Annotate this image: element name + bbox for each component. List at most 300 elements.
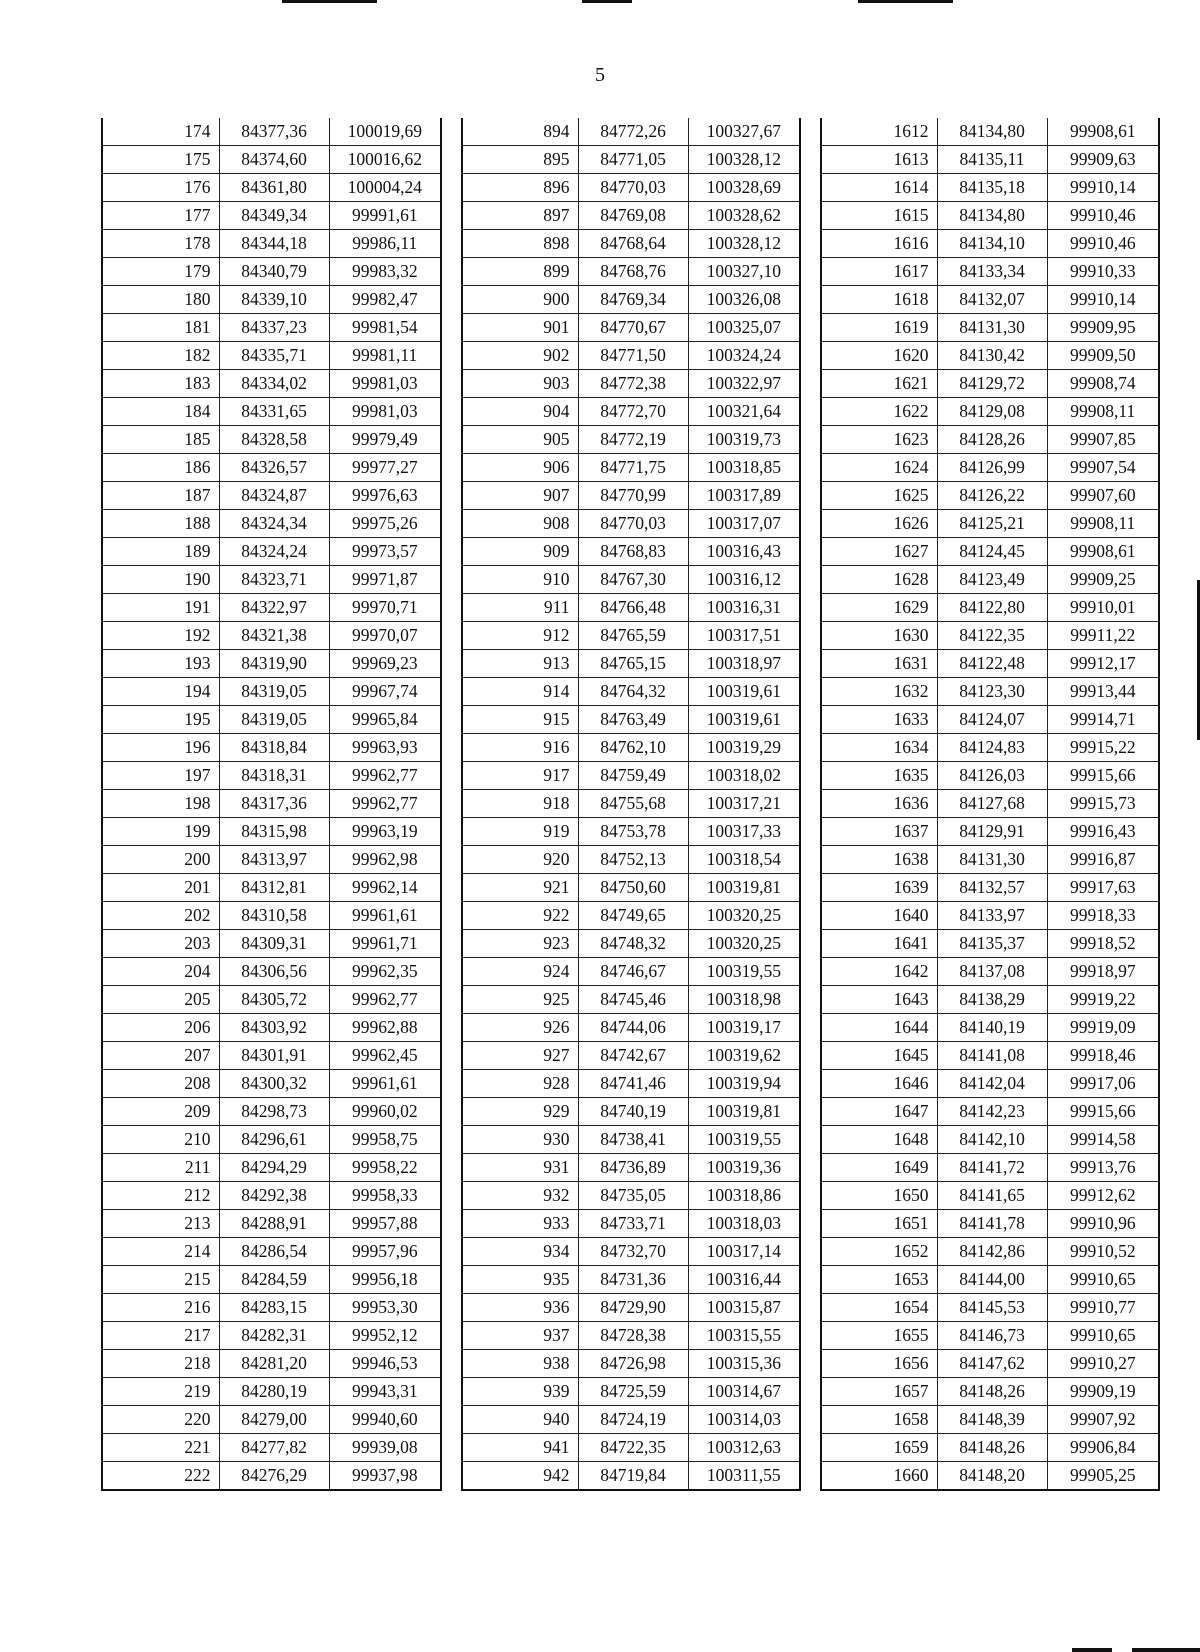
point-number-cell: 1617 [821,258,937,286]
y-coordinate-cell: 100328,62 [688,202,800,230]
point-number-cell: 198 [102,790,219,818]
table-row [462,846,800,874]
y-coordinate-cell: 100318,85 [688,454,800,482]
table-row [462,482,800,510]
point-number-cell: 205 [102,986,219,1014]
point-number-cell: 925 [462,986,578,1014]
y-coordinate-cell: 99958,75 [329,1126,441,1154]
x-coordinate-cell: 84770,03 [578,510,688,538]
x-coordinate-cell: 84732,70 [578,1238,688,1266]
point-number-cell: 927 [462,1042,578,1070]
point-number-cell: 1631 [821,650,937,678]
point-number-cell: 912 [462,622,578,650]
table-row [102,174,441,202]
point-number-cell: 220 [102,1406,219,1434]
point-number-cell: 191 [102,594,219,622]
point-number-cell: 896 [462,174,578,202]
y-coordinate-cell: 99913,44 [1047,678,1159,706]
table-row [102,1126,441,1154]
point-number-cell: 192 [102,622,219,650]
table-row [821,594,1159,622]
table-row [821,482,1159,510]
y-coordinate-cell: 99910,27 [1047,1350,1159,1378]
point-number-cell: 204 [102,958,219,986]
x-coordinate-cell: 84292,38 [219,1182,329,1210]
table-row [821,1098,1159,1126]
y-coordinate-cell: 99910,65 [1047,1266,1159,1294]
x-coordinate-cell: 84129,91 [937,818,1047,846]
y-coordinate-cell: 100319,61 [688,706,800,734]
table-row [821,874,1159,902]
point-number-cell: 209 [102,1098,219,1126]
point-number-cell: 916 [462,734,578,762]
point-number-cell: 1619 [821,314,937,342]
y-coordinate-cell: 100004,24 [329,174,441,202]
table-row [462,1238,800,1266]
point-number-cell: 1650 [821,1182,937,1210]
point-number-cell: 908 [462,510,578,538]
y-coordinate-cell: 99912,62 [1047,1182,1159,1210]
y-coordinate-cell: 99918,97 [1047,958,1159,986]
x-coordinate-cell: 84310,58 [219,902,329,930]
y-coordinate-cell: 99910,96 [1047,1210,1159,1238]
point-number-cell: 202 [102,902,219,930]
point-number-cell: 924 [462,958,578,986]
x-coordinate-cell: 84132,07 [937,286,1047,314]
table-row [102,566,441,594]
y-coordinate-cell: 100326,08 [688,286,800,314]
table-row [821,230,1159,258]
y-coordinate-cell: 100321,64 [688,398,800,426]
x-coordinate-cell: 84148,39 [937,1406,1047,1434]
table-row [821,510,1159,538]
point-number-cell: 1645 [821,1042,937,1070]
table-row [462,314,800,342]
x-coordinate-cell: 84148,26 [937,1434,1047,1462]
point-number-cell: 895 [462,146,578,174]
point-number-cell: 195 [102,706,219,734]
x-coordinate-cell: 84319,05 [219,706,329,734]
table-row [102,426,441,454]
y-coordinate-cell: 100315,87 [688,1294,800,1322]
table-row [462,930,800,958]
x-coordinate-cell: 84349,34 [219,202,329,230]
y-coordinate-cell: 99909,19 [1047,1378,1159,1406]
y-coordinate-cell: 100317,33 [688,818,800,846]
point-number-cell: 1657 [821,1378,937,1406]
table-row [462,342,800,370]
x-coordinate-cell: 84288,91 [219,1210,329,1238]
table-row [102,1406,441,1434]
y-coordinate-cell: 99981,11 [329,342,441,370]
x-coordinate-cell: 84128,26 [937,426,1047,454]
x-coordinate-cell: 84129,72 [937,370,1047,398]
point-number-cell: 905 [462,426,578,454]
y-coordinate-cell: 99917,63 [1047,874,1159,902]
y-coordinate-cell: 100315,55 [688,1322,800,1350]
x-coordinate-cell: 84762,10 [578,734,688,762]
x-coordinate-cell: 84138,29 [937,986,1047,1014]
point-number-cell: 1648 [821,1126,937,1154]
y-coordinate-cell: 99962,77 [329,790,441,818]
point-number-cell: 215 [102,1266,219,1294]
y-coordinate-cell: 99961,71 [329,930,441,958]
point-number-cell: 1626 [821,510,937,538]
table-row [102,1294,441,1322]
y-coordinate-cell: 99946,53 [329,1350,441,1378]
point-number-cell: 186 [102,454,219,482]
x-coordinate-cell: 84318,31 [219,762,329,790]
y-coordinate-cell: 99969,23 [329,650,441,678]
table-row [462,202,800,230]
bottom-right-mark-2 [1132,1648,1200,1652]
y-coordinate-cell: 100328,12 [688,230,800,258]
x-coordinate-cell: 84771,05 [578,146,688,174]
x-coordinate-cell: 84326,57 [219,454,329,482]
y-coordinate-cell: 99981,54 [329,314,441,342]
table-row [462,762,800,790]
point-number-cell: 189 [102,538,219,566]
y-coordinate-cell: 99918,52 [1047,930,1159,958]
point-number-cell: 1659 [821,1434,937,1462]
y-coordinate-cell: 99962,88 [329,1014,441,1042]
x-coordinate-cell: 84130,42 [937,342,1047,370]
table-row [821,398,1159,426]
x-coordinate-cell: 84324,34 [219,510,329,538]
point-number-cell: 1637 [821,818,937,846]
x-coordinate-cell: 84317,36 [219,790,329,818]
point-number-cell: 185 [102,426,219,454]
x-coordinate-cell: 84324,87 [219,482,329,510]
point-number-cell: 921 [462,874,578,902]
x-coordinate-cell: 84321,38 [219,622,329,650]
y-coordinate-cell: 99981,03 [329,398,441,426]
x-coordinate-cell: 84133,97 [937,902,1047,930]
x-coordinate-cell: 84750,60 [578,874,688,902]
point-number-cell: 174 [102,118,219,146]
table-row [102,650,441,678]
x-coordinate-cell: 84131,30 [937,314,1047,342]
table-row [102,538,441,566]
y-coordinate-cell: 100318,03 [688,1210,800,1238]
table-row [102,342,441,370]
table-row [462,1070,800,1098]
y-coordinate-cell: 99937,98 [329,1462,441,1491]
y-coordinate-cell: 99915,73 [1047,790,1159,818]
y-coordinate-cell: 100317,21 [688,790,800,818]
x-coordinate-cell: 84764,32 [578,678,688,706]
point-number-cell: 1628 [821,566,937,594]
page-number: 5 [595,64,605,86]
table-row [102,1350,441,1378]
y-coordinate-cell: 99910,14 [1047,174,1159,202]
y-coordinate-cell: 99909,95 [1047,314,1159,342]
y-coordinate-cell: 99913,76 [1047,1154,1159,1182]
point-number-cell: 1613 [821,146,937,174]
x-coordinate-cell: 84318,84 [219,734,329,762]
y-coordinate-cell: 99907,54 [1047,454,1159,482]
point-number-cell: 176 [102,174,219,202]
table-row [462,1042,800,1070]
x-coordinate-cell: 84731,36 [578,1266,688,1294]
coordinates-table-2 [461,118,801,1491]
x-coordinate-cell: 84122,48 [937,650,1047,678]
table-row [821,342,1159,370]
y-coordinate-cell: 100319,29 [688,734,800,762]
x-coordinate-cell: 84279,00 [219,1406,329,1434]
table-row [821,286,1159,314]
y-coordinate-cell: 100314,03 [688,1406,800,1434]
table-row [821,426,1159,454]
y-coordinate-cell: 100317,89 [688,482,800,510]
y-coordinate-cell: 100318,97 [688,650,800,678]
x-coordinate-cell: 84740,19 [578,1098,688,1126]
table-row [462,650,800,678]
table-row [821,454,1159,482]
x-coordinate-cell: 84768,83 [578,538,688,566]
x-coordinate-cell: 84768,76 [578,258,688,286]
point-number-cell: 1623 [821,426,937,454]
table-row [102,706,441,734]
point-number-cell: 930 [462,1126,578,1154]
table-row [821,566,1159,594]
point-number-cell: 214 [102,1238,219,1266]
point-number-cell: 1660 [821,1462,937,1491]
y-coordinate-cell: 99963,19 [329,818,441,846]
y-coordinate-cell: 100316,43 [688,538,800,566]
x-coordinate-cell: 84319,90 [219,650,329,678]
table-row [102,146,441,174]
table-row [462,370,800,398]
y-coordinate-cell: 99919,09 [1047,1014,1159,1042]
y-coordinate-cell: 99918,46 [1047,1042,1159,1070]
table-row [462,874,800,902]
x-coordinate-cell: 84303,92 [219,1014,329,1042]
y-coordinate-cell: 99977,27 [329,454,441,482]
y-coordinate-cell: 99983,32 [329,258,441,286]
table-row [102,846,441,874]
point-number-cell: 940 [462,1406,578,1434]
table-row [102,118,441,146]
x-coordinate-cell: 84340,79 [219,258,329,286]
table-row [102,622,441,650]
table-row [462,454,800,482]
point-number-cell: 901 [462,314,578,342]
table-row [462,1378,800,1406]
y-coordinate-cell: 99975,26 [329,510,441,538]
table-row [821,258,1159,286]
top-right-mark [858,0,953,3]
x-coordinate-cell: 84123,49 [937,566,1047,594]
x-coordinate-cell: 84334,02 [219,370,329,398]
table-row [821,650,1159,678]
table-row [102,874,441,902]
x-coordinate-cell: 84141,78 [937,1210,1047,1238]
y-coordinate-cell: 100319,55 [688,958,800,986]
table-row [821,790,1159,818]
point-number-cell: 1612 [821,118,937,146]
x-coordinate-cell: 84284,59 [219,1266,329,1294]
point-number-cell: 1643 [821,986,937,1014]
y-coordinate-cell: 99961,61 [329,1070,441,1098]
table-row [821,1462,1159,1491]
x-coordinate-cell: 84126,03 [937,762,1047,790]
x-coordinate-cell: 84725,59 [578,1378,688,1406]
x-coordinate-cell: 84135,37 [937,930,1047,958]
y-coordinate-cell: 100311,55 [688,1462,800,1491]
table-row [821,846,1159,874]
table-row [102,1238,441,1266]
point-number-cell: 903 [462,370,578,398]
y-coordinate-cell: 100319,55 [688,1126,800,1154]
x-coordinate-cell: 84770,99 [578,482,688,510]
x-coordinate-cell: 84124,83 [937,734,1047,762]
point-number-cell: 923 [462,930,578,958]
point-number-cell: 1625 [821,482,937,510]
x-coordinate-cell: 84144,00 [937,1266,1047,1294]
y-coordinate-cell: 99908,61 [1047,538,1159,566]
y-coordinate-cell: 100320,25 [688,930,800,958]
table-row [821,370,1159,398]
x-coordinate-cell: 84281,20 [219,1350,329,1378]
y-coordinate-cell: 99910,33 [1047,258,1159,286]
table-row [102,1434,441,1462]
x-coordinate-cell: 84134,80 [937,202,1047,230]
bottom-right-mark-1 [1072,1648,1112,1652]
y-coordinate-cell: 100316,44 [688,1266,800,1294]
x-coordinate-cell: 84133,34 [937,258,1047,286]
table-row [462,678,800,706]
x-coordinate-cell: 84309,31 [219,930,329,958]
y-coordinate-cell: 100318,86 [688,1182,800,1210]
table-row [102,454,441,482]
table-row [821,1406,1159,1434]
x-coordinate-cell: 84726,98 [578,1350,688,1378]
y-coordinate-cell: 100317,14 [688,1238,800,1266]
point-number-cell: 207 [102,1042,219,1070]
x-coordinate-cell: 84322,97 [219,594,329,622]
x-coordinate-cell: 84122,80 [937,594,1047,622]
table-row [102,370,441,398]
point-number-cell: 1620 [821,342,937,370]
point-number-cell: 919 [462,818,578,846]
table-row [462,538,800,566]
x-coordinate-cell: 84769,34 [578,286,688,314]
x-coordinate-cell: 84125,21 [937,510,1047,538]
point-number-cell: 1633 [821,706,937,734]
table-row [102,314,441,342]
table-row [821,622,1159,650]
x-coordinate-cell: 84772,19 [578,426,688,454]
x-coordinate-cell: 84771,50 [578,342,688,370]
y-coordinate-cell: 100324,24 [688,342,800,370]
point-number-cell: 183 [102,370,219,398]
x-coordinate-cell: 84305,72 [219,986,329,1014]
x-coordinate-cell: 84745,46 [578,986,688,1014]
point-number-cell: 933 [462,1210,578,1238]
y-coordinate-cell: 99910,46 [1047,202,1159,230]
table-row [462,790,800,818]
y-coordinate-cell: 99909,25 [1047,566,1159,594]
point-number-cell: 911 [462,594,578,622]
y-coordinate-cell: 99953,30 [329,1294,441,1322]
table-row [462,1350,800,1378]
x-coordinate-cell: 84276,29 [219,1462,329,1491]
point-number-cell: 1653 [821,1266,937,1294]
table-row [102,230,441,258]
y-coordinate-cell: 100319,61 [688,678,800,706]
table-row [821,146,1159,174]
point-number-cell: 212 [102,1182,219,1210]
point-number-cell: 177 [102,202,219,230]
point-number-cell: 941 [462,1434,578,1462]
point-number-cell: 1627 [821,538,937,566]
y-coordinate-cell: 99943,31 [329,1378,441,1406]
table-row [462,1210,800,1238]
y-coordinate-cell: 99960,02 [329,1098,441,1126]
y-coordinate-cell: 99967,74 [329,678,441,706]
x-coordinate-cell: 84724,19 [578,1406,688,1434]
point-number-cell: 899 [462,258,578,286]
x-coordinate-cell: 84339,10 [219,286,329,314]
y-coordinate-cell: 99962,45 [329,1042,441,1070]
x-coordinate-cell: 84141,72 [937,1154,1047,1182]
table-row [821,118,1159,146]
x-coordinate-cell: 84722,35 [578,1434,688,1462]
point-number-cell: 1616 [821,230,937,258]
x-coordinate-cell: 84735,05 [578,1182,688,1210]
y-coordinate-cell: 99971,87 [329,566,441,594]
x-coordinate-cell: 84765,59 [578,622,688,650]
y-coordinate-cell: 100328,12 [688,146,800,174]
x-coordinate-cell: 84298,73 [219,1098,329,1126]
point-number-cell: 188 [102,510,219,538]
point-number-cell: 922 [462,902,578,930]
x-coordinate-cell: 84772,26 [578,118,688,146]
table-row [462,1126,800,1154]
y-coordinate-cell: 99963,93 [329,734,441,762]
y-coordinate-cell: 99906,84 [1047,1434,1159,1462]
table-row [102,958,441,986]
point-number-cell: 1640 [821,902,937,930]
table-row [462,118,800,146]
y-coordinate-cell: 100319,36 [688,1154,800,1182]
x-coordinate-cell: 84744,06 [578,1014,688,1042]
table-row [102,930,441,958]
y-coordinate-cell: 99962,77 [329,762,441,790]
y-coordinate-cell: 100319,17 [688,1014,800,1042]
point-number-cell: 1646 [821,1070,937,1098]
x-coordinate-cell: 84126,22 [937,482,1047,510]
x-coordinate-cell: 84749,65 [578,902,688,930]
x-coordinate-cell: 84137,08 [937,958,1047,986]
table-row [462,1266,800,1294]
table-row [102,1070,441,1098]
table-row [821,762,1159,790]
x-coordinate-cell: 84736,89 [578,1154,688,1182]
y-coordinate-cell: 99915,66 [1047,762,1159,790]
x-coordinate-cell: 84124,07 [937,706,1047,734]
point-number-cell: 914 [462,678,578,706]
x-coordinate-cell: 84728,38 [578,1322,688,1350]
point-number-cell: 1647 [821,1098,937,1126]
point-number-cell: 938 [462,1350,578,1378]
y-coordinate-cell: 99940,60 [329,1406,441,1434]
table-row [102,1042,441,1070]
y-coordinate-cell: 100316,31 [688,594,800,622]
point-number-cell: 934 [462,1238,578,1266]
point-number-cell: 928 [462,1070,578,1098]
